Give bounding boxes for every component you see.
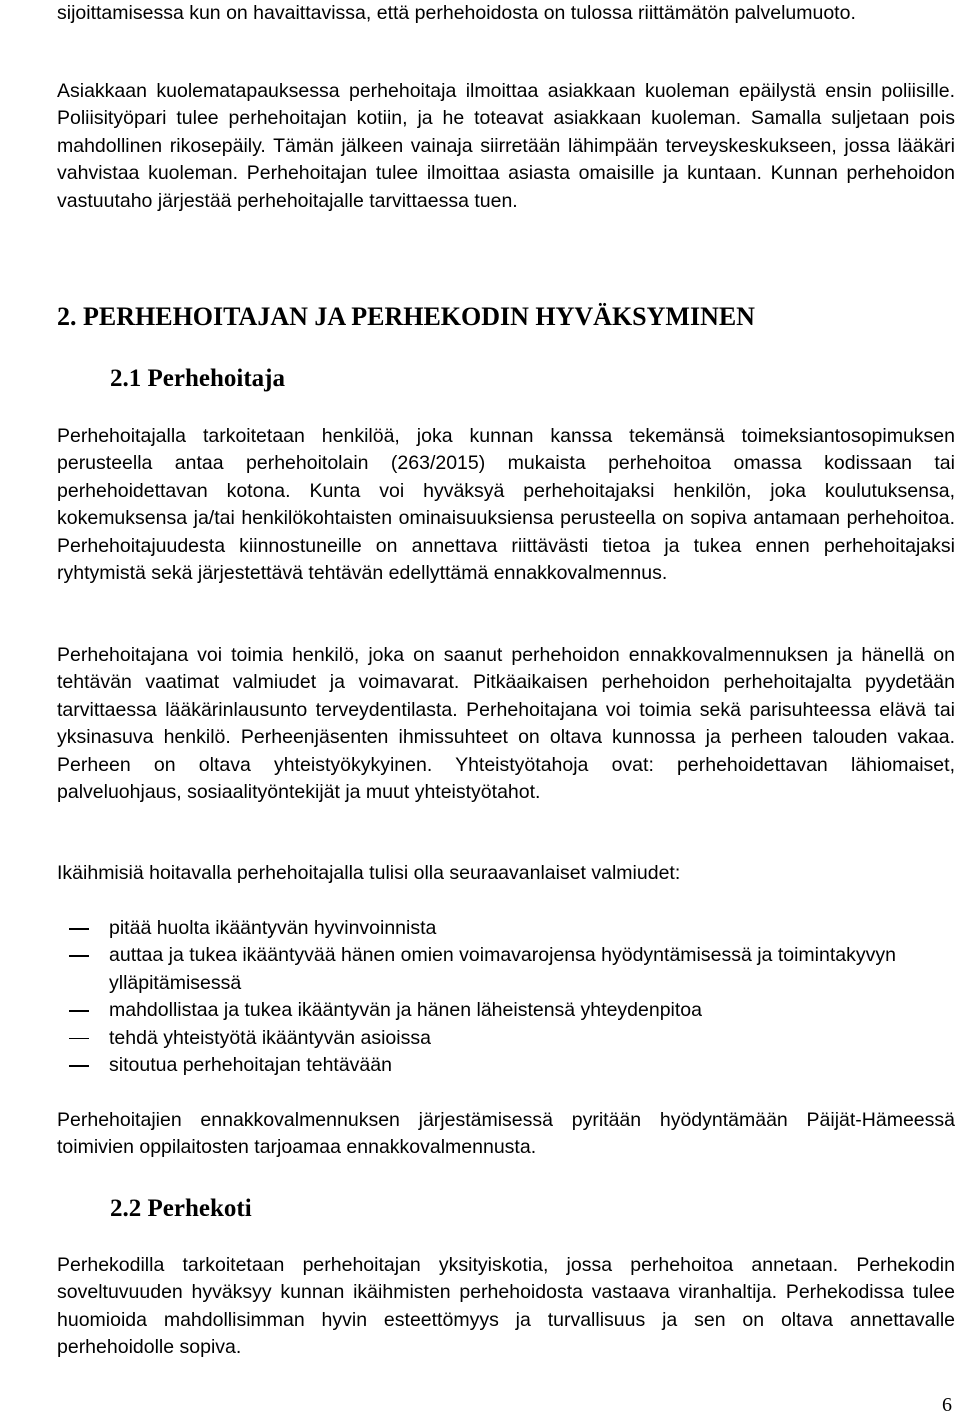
paragraph-skills-intro: Ikäihmisiä hoitavalla perhehoitajalla tulisi olla seuraavanlaiset valmiudet: — [57, 862, 681, 884]
paragraph-family-home: Perhekodilla tarkoitetaan perhehoitajan yksityiskotia, jossa perhehoitoa annetaan. Perhekodin soveltuvuuden hyväksyy kunnan ikäihmisten perhehoidosta vastaava viranhaltija. Perhekodissa tulee huomioida mahdollisimman hyvin esteettömyys ja turvallisuus ja sen on oltava annettavalle perhehoidolle sopiva. — [57, 1254, 955, 1359]
dash-bullet-icon — [69, 1010, 89, 1012]
dash-bullet-icon — [69, 955, 89, 957]
skills-list — [57, 915, 955, 1079]
paragraph-intro-continuation: sijoittamisessa kun on havaittavissa, että perhehoidosta on tulossa riittämätön palvelumuoto. — [57, 2, 856, 24]
section-heading-2: 2. PERHEHOITAJAN JA PERHEKODIN HYVÄKSYMINEN — [57, 302, 755, 331]
paragraph-death-procedure: Asiakkaan kuolematapauksessa perhehoitaja ilmoittaa asiakkaan kuoleman epäilystä ensin poliisille. Poliisityöpari tulee perhehoitajan kotiin, ja he toteavat asiakkaan kuoleman. Samalla suljetaan pois mahdollinen rikosepäily. Tämän jälkeen vainaja siirretään lähimpään terveyskeskukseen, jossa lääkäri vahvistaa kuoleman. Perhehoitajan tulee ilmoittaa asiasta omaisille ja kuntaan. Kunnan perhehoidon vastuutaho järjestää perhehoitajalle tarvittaessa tuen. — [57, 80, 955, 212]
list-item: pitää huolta ikääntyvän hyvinvoinnista — [57, 915, 955, 942]
paragraph-pre-training: Perhehoitajien ennakkovalmennuksen järjestämisessä pyritään hyödyntämään Päijät-Hämeessä toimivien oppilaitosten tarjoamaa ennakkovalmennusta. — [57, 1109, 955, 1159]
dash-bullet-icon — [69, 1038, 89, 1040]
paragraph-caregiver-definition: Perhehoitajalla tarkoitetaan henkilöä, joka kunnan kanssa tekemänsä toimeksiantosopimuksen perusteella antaa perhehoitolain (263/2015) mukaista perhehoitoa omassa kodissaan tai perhehoidettavan kotona. Kunta voi hyväksyä perhehoitajaksi henkilön, joka koulutuksensa, kokemuksensa ja/tai henkilökohtaisten ominaisuuksiensa perusteella on sopiva antamaan perhehoitoa. Perhehoitajuudesta kiinnostuneille on annettava riittävästi tietoa ja tukea ennen perhehoitajaksi ryhtymistä sekä järjestettävä tehtävän edellyttämä ennakkovalmennus. — [57, 425, 955, 585]
paragraph-caregiver-requirements: Perhehoitajana voi toimia henkilö, joka on saanut perhehoidon ennakkovalmennuksen ja hänellä on tehtävän vaatimat valmiudet ja voimavarat. Pitkäaikaisen perhehoidon perhehoitajalta pyydetään tarvittaessa lääkärinlausunto terveydentilasta. Perhehoitajana voi toimia sekä parisuhteessa elävä tai yksinasuva henkilö. Perheenjäsenten ihmissuhteet on oltava kunnossa ja perheen talouden vakaa. Perheen on oltava yhteistyökykyinen. Yhteistyötahoja ovat: perhehoidettavan lähiomaiset, palveluohjaus, sosiaalityöntekijät ja muut yhteistyötahot. — [57, 644, 955, 804]
list-item: sitoutua perhehoitajan tehtävään — [57, 1052, 955, 1079]
dash-bullet-icon — [69, 1065, 89, 1067]
subsection-heading-2-2: 2.2 Perhekoti — [110, 1195, 252, 1222]
list-item: auttaa ja tukea ikääntyvää hänen omien voimavarojensa hyödyntämisessä ja toimintakyvyn ylläpitämisessä — [57, 942, 955, 997]
list-item: tehdä yhteistyötä ikääntyvän asioissa — [57, 1025, 955, 1052]
subsection-heading-2-1: 2.1 Perhehoitaja — [110, 365, 285, 392]
list-item: mahdollistaa ja tukea ikääntyvän ja hänen läheistensä yhteydenpitoa — [57, 997, 955, 1024]
page-number: 6 — [942, 1394, 952, 1416]
dash-bullet-icon — [69, 928, 89, 930]
